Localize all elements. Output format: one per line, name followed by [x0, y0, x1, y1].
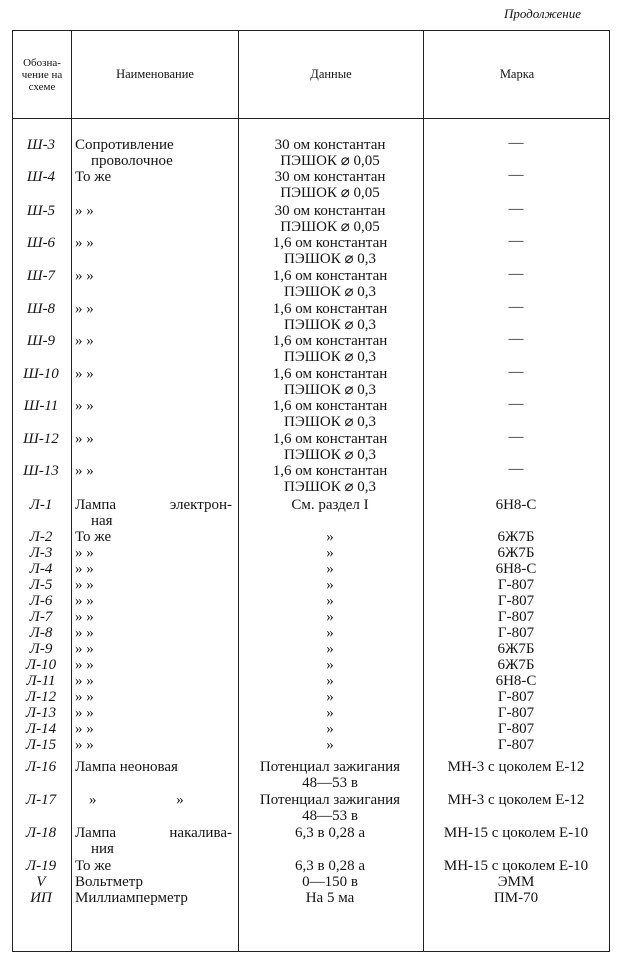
- row-name-line: » »: [75, 737, 94, 753]
- row-mark: Г-807: [497, 593, 535, 609]
- row-data-line: ПЭШОК ⌀ 0,05: [280, 185, 380, 201]
- row-name: [75, 463, 232, 479]
- row-data-line: 0—150 в: [302, 874, 358, 890]
- row-name: [75, 529, 232, 545]
- row-data-line: Потенциал зажигания: [259, 792, 401, 808]
- row-code: Л-5: [29, 577, 53, 593]
- row-mark: Г-807: [497, 609, 535, 625]
- row-data: [238, 689, 422, 705]
- row-name-line: ная: [91, 513, 113, 529]
- row-name-line: Лампа накалива-: [75, 825, 232, 841]
- row-data: [238, 825, 422, 841]
- row-code: Ш-13: [23, 463, 59, 479]
- row-mark: —: [508, 429, 524, 445]
- row-code: Л-11: [26, 673, 56, 689]
- row-data-line: 1,6 ом константан: [272, 333, 388, 349]
- row-code: Л-16: [25, 759, 57, 775]
- row-data: [238, 268, 422, 300]
- row-code: Ш-8: [26, 301, 56, 317]
- row-code: ИП: [30, 890, 52, 906]
- row-mark: Г-807: [497, 577, 535, 593]
- row-mark: 6Ж7Б: [497, 529, 535, 545]
- row-name-line: Миллиамперметр: [75, 890, 188, 906]
- row-mark: МН-15 с цоколем Е-10: [443, 825, 589, 841]
- row-mark: 6Н8-С: [495, 561, 537, 577]
- row-data: [238, 593, 422, 609]
- row-name: [75, 203, 232, 219]
- row-data-line: Потенциал зажигания: [259, 759, 401, 775]
- column-divider: [71, 31, 72, 951]
- row-mark: ПМ-70: [493, 890, 539, 906]
- row-data-line: ПЭШОК ⌀ 0,3: [284, 479, 376, 495]
- row-name-line: » »: [75, 673, 94, 689]
- row-data-line: 6,3 в 0,28 а: [295, 825, 365, 841]
- row-mark: ЭММ: [497, 874, 535, 890]
- row-data-line: »: [326, 609, 334, 625]
- row-name: [75, 759, 232, 775]
- row-mark: 6Ж7Б: [497, 545, 535, 561]
- row-data-line: ПЭШОК ⌀ 0,3: [284, 349, 376, 365]
- row-data: [238, 858, 422, 874]
- row-code: Л-4: [29, 561, 53, 577]
- row-code: Л-12: [25, 689, 57, 705]
- row-name-line: То же: [75, 169, 112, 185]
- row-data: [238, 792, 422, 824]
- row-data-line: ПЭШОК ⌀ 0,3: [284, 382, 376, 398]
- header-divider: [13, 118, 609, 119]
- row-data: [238, 431, 422, 463]
- row-name: [75, 721, 232, 737]
- row-data-line: »: [326, 673, 334, 689]
- row-name-line: » »: [75, 561, 94, 577]
- row-data: [238, 545, 422, 561]
- row-data-line: »: [326, 641, 334, 657]
- row-name-line: » »: [75, 705, 94, 721]
- row-code: Ш-10: [23, 366, 59, 382]
- row-name: [75, 333, 232, 349]
- row-code: Ш-4: [26, 169, 56, 185]
- row-name: [75, 737, 232, 753]
- row-data: [238, 657, 422, 673]
- row-data-line: 6,3 в 0,28 а: [295, 858, 365, 874]
- row-name: [75, 497, 232, 529]
- row-code: Ш-9: [26, 333, 56, 349]
- row-mark: —: [508, 167, 524, 183]
- row-data-line: »: [326, 625, 334, 641]
- row-mark: МН-15 с цоколем Е-10: [443, 858, 589, 874]
- row-code: Л-1: [29, 497, 53, 513]
- row-data: [238, 529, 422, 545]
- row-name: [75, 657, 232, 673]
- row-mark: —: [508, 461, 524, 477]
- row-name-line: » »: [75, 657, 94, 673]
- row-data-line: »: [326, 657, 334, 673]
- row-data-line: »: [326, 737, 334, 753]
- header-code: Обозна- чение на схеме: [21, 56, 63, 93]
- row-data-line: ПЭШОК ⌀ 0,05: [280, 219, 380, 235]
- row-name: [75, 689, 232, 705]
- row-data: [238, 137, 422, 169]
- row-data-line: »: [326, 561, 334, 577]
- row-data-line: ПЭШОК ⌀ 0,3: [284, 317, 376, 333]
- row-mark: —: [508, 135, 524, 151]
- row-data: [238, 235, 422, 267]
- row-mark: —: [508, 331, 524, 347]
- row-name: [75, 561, 232, 577]
- row-mark: Г-807: [497, 721, 535, 737]
- row-mark: МН-3 с цоколем Е-12: [447, 759, 585, 775]
- row-data: [238, 398, 422, 430]
- row-data: [238, 890, 422, 906]
- row-name-line: » »: [75, 545, 94, 561]
- row-name: [75, 431, 232, 447]
- row-data-line: ПЭШОК ⌀ 0,3: [284, 447, 376, 463]
- row-data-line: 1,6 ом константан: [272, 235, 388, 251]
- row-name: [75, 641, 232, 657]
- row-code: V: [36, 874, 46, 890]
- row-data: [238, 463, 422, 495]
- row-data-line: »: [326, 529, 334, 545]
- row-mark: 6Ж7Б: [497, 657, 535, 673]
- row-name-line: » »: [75, 366, 94, 382]
- row-data-line: 1,6 ом константан: [272, 463, 388, 479]
- row-code: Л-14: [25, 721, 57, 737]
- row-name: [75, 169, 232, 185]
- row-data-line: 30 ом константан: [274, 169, 386, 185]
- row-data-line: 30 ом константан: [274, 203, 386, 219]
- row-data: [238, 366, 422, 398]
- row-name: [75, 577, 232, 593]
- row-data-line: 1,6 ом константан: [272, 366, 388, 382]
- row-name: [75, 268, 232, 284]
- row-name: [75, 593, 232, 609]
- row-name-line: Вольтметр: [75, 874, 144, 890]
- row-name: [75, 625, 232, 641]
- row-code: Л-19: [25, 858, 57, 874]
- row-data-line: ПЭШОК ⌀ 0,3: [284, 284, 376, 300]
- row-data: [238, 737, 422, 753]
- row-data: [238, 203, 422, 235]
- row-data-line: »: [326, 545, 334, 561]
- row-code: Ш-7: [26, 268, 56, 284]
- row-name: [75, 235, 232, 251]
- row-name-line: То же: [75, 858, 112, 874]
- row-data: [238, 577, 422, 593]
- row-mark: Г-807: [497, 689, 535, 705]
- row-name-line: Лампа электрон-: [75, 497, 232, 513]
- row-data-line: На 5 ма: [305, 890, 355, 906]
- row-mark: 6Н8-С: [495, 497, 537, 513]
- row-name-line: » »: [75, 593, 94, 609]
- row-code: Ш-3: [26, 137, 56, 153]
- row-name-line: » »: [75, 641, 94, 657]
- row-name: [75, 609, 232, 625]
- row-code: Л-15: [25, 737, 57, 753]
- row-code: Ш-12: [23, 431, 59, 447]
- continuation-label: Продолжение: [503, 6, 581, 21]
- row-data: [238, 874, 422, 890]
- row-name: [75, 673, 232, 689]
- row-code: Ш-6: [26, 235, 56, 251]
- row-name: [75, 301, 232, 317]
- row-code: Л-17: [25, 792, 57, 808]
- header-data: Данные: [310, 67, 352, 81]
- row-data-line: »: [326, 577, 334, 593]
- row-name: [75, 705, 232, 721]
- row-name: [75, 874, 232, 890]
- row-data-line: »: [326, 721, 334, 737]
- row-code: Л-8: [29, 625, 53, 641]
- row-data-line: »: [326, 689, 334, 705]
- row-name-line: » »: [75, 431, 94, 447]
- row-name-line: » »: [75, 235, 94, 251]
- row-data-line: 1,6 ом константан: [272, 398, 388, 414]
- row-name: [75, 545, 232, 561]
- row-name-line: » »: [75, 268, 94, 284]
- row-mark: —: [508, 299, 524, 315]
- row-data-line: 48—53 в: [302, 808, 358, 824]
- row-name-line: » »: [75, 721, 94, 737]
- row-name: [75, 398, 232, 414]
- row-mark: —: [508, 364, 524, 380]
- row-data-line: ПЭШОК ⌀ 0,3: [284, 251, 376, 267]
- row-name: [75, 366, 232, 382]
- row-name-line: » »: [75, 333, 94, 349]
- row-name-line: » »: [75, 577, 94, 593]
- row-data-line: 1,6 ом константан: [272, 268, 388, 284]
- row-mark: Г-807: [497, 625, 535, 641]
- row-data: [238, 333, 422, 365]
- row-data: [238, 625, 422, 641]
- row-data: [238, 497, 422, 513]
- row-data-line: 30 ом константан: [274, 137, 386, 153]
- row-name-line: » »: [75, 398, 94, 414]
- row-name-line: Сопротивление: [75, 137, 174, 153]
- row-name-line: проволочное: [91, 153, 173, 169]
- row-mark: —: [508, 233, 524, 249]
- row-name: [75, 858, 232, 874]
- row-code: Ш-5: [26, 203, 56, 219]
- header-name: Наименование: [116, 67, 194, 81]
- row-name: [75, 137, 232, 169]
- row-data-line: См. раздел I: [291, 497, 369, 513]
- row-data: [238, 641, 422, 657]
- row-name-line: » »: [75, 625, 94, 641]
- row-data-line: »: [326, 705, 334, 721]
- row-code: Л-6: [29, 593, 53, 609]
- row-mark: МН-3 с цоколем Е-12: [447, 792, 585, 808]
- row-name-line: То же: [75, 529, 112, 545]
- row-code: Л-3: [29, 545, 53, 561]
- row-name-line: » »: [75, 203, 94, 219]
- row-name: [75, 825, 232, 857]
- row-name-line: » »: [75, 689, 94, 705]
- row-name-line: Лампа неоновая: [75, 759, 178, 775]
- row-data: [238, 673, 422, 689]
- row-data-line: 1,6 ом константан: [272, 431, 388, 447]
- row-mark: 6Ж7Б: [497, 641, 535, 657]
- row-name-line: » »: [75, 463, 94, 479]
- row-code: Л-10: [25, 657, 57, 673]
- row-mark: Г-807: [497, 737, 535, 753]
- row-data-line: 1,6 ом константан: [272, 301, 388, 317]
- row-code: Л-9: [29, 641, 53, 657]
- row-mark: 6Н8-С: [495, 673, 537, 689]
- row-name-line: » »: [89, 792, 222, 808]
- row-data-line: ПЭШОК ⌀ 0,3: [284, 414, 376, 430]
- header-mark: Марка: [499, 67, 535, 81]
- row-data: [238, 759, 422, 791]
- row-data: [238, 561, 422, 577]
- row-name-line: » »: [75, 609, 94, 625]
- row-code: Ш-11: [23, 398, 59, 414]
- row-data-line: ПЭШОК ⌀ 0,05: [280, 153, 380, 169]
- row-name-line: ния: [91, 841, 114, 857]
- row-code: Л-7: [29, 609, 53, 625]
- row-data: [238, 609, 422, 625]
- row-mark: —: [508, 201, 524, 217]
- row-mark: —: [508, 266, 524, 282]
- row-data-line: 48—53 в: [302, 775, 358, 791]
- row-data: [238, 705, 422, 721]
- row-mark: Г-807: [497, 705, 535, 721]
- row-name: [75, 890, 232, 906]
- row-data: [238, 301, 422, 333]
- row-code: Л-13: [25, 705, 57, 721]
- row-data: [238, 721, 422, 737]
- row-data-line: »: [326, 593, 334, 609]
- row-data: [238, 169, 422, 201]
- row-name: [75, 792, 232, 808]
- row-name-line: » »: [75, 301, 94, 317]
- row-code: Л-18: [25, 825, 57, 841]
- row-code: Л-2: [29, 529, 53, 545]
- row-mark: —: [508, 396, 524, 412]
